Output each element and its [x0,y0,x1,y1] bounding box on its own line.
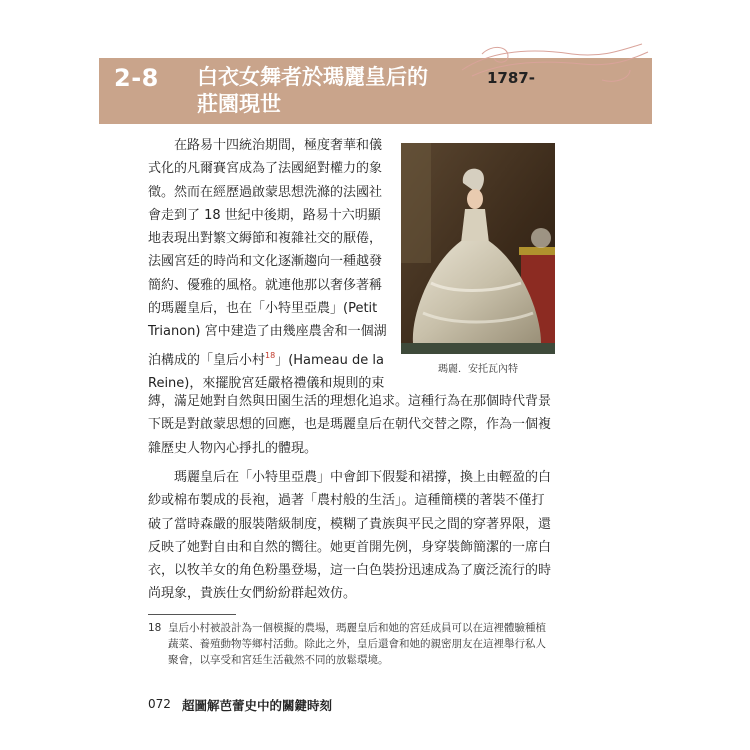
chapter-title [197,64,467,118]
text-line: Trianon) 宮中建造了由幾座農舍和一個湖 [148,324,387,340]
text-line: 下既是對啟蒙思想的回應，也是瑪麗皇后在朝代交替之際，作為一個複 [148,417,552,433]
body-paragraph-1 [148,134,388,395]
text-fragment: 泊構成的「皇后小村 [148,352,266,368]
footnote-line: 蔬菜、養殖動物等鄉村活動。除此之外，皇后還會和她的親密朋友在這裡舉行私人 [168,638,546,650]
footnote-divider [148,614,236,615]
text-line: 在路易十四統治期間，極度奢華和儀 [174,138,383,153]
body-paragraph-2 [148,466,590,606]
text-line: 衣，以牧羊女的角色粉墨登場，這一白色裝扮迅速成為了廣泛流行的時 [148,563,552,579]
footnote-number: 18 [148,622,162,634]
text-fragment: 」(Hameau de la [275,352,384,368]
swirl-ornament-icon [452,40,652,88]
text-line: 紗或棉布製成的長袍，過著「農村般的生活」。這種簡樸的著裝不僅打 [148,493,545,509]
text-line: 尚現象，貴族仕女們紛紛群起效仿。 [148,586,357,602]
text-line: 縛，滿足她對自然與田園生活的理想化追求。這種行為在那個時代背景 [148,394,552,409]
book-title: 超圖解芭蕾史中的關鍵時刻 [182,698,333,713]
body-paragraph-1-continued [148,390,590,460]
text-line: 徵。然而在經歷過啟蒙思想洗滌的法國社 [148,184,383,200]
chapter-year: 1787- [487,69,535,87]
chapter-number: 2-8 [114,64,159,92]
footnote-reference[interactable]: 18 [265,350,276,360]
footnote-line: 皇后小村被設計為一個模擬的農場，瑪麗皇后和她的宮廷成員可以在這裡體驗種植 [168,622,546,634]
text-line: 簡約、優雅的風格。就連他那以奢侈著稱 [148,277,383,293]
chapter-title-line-1: 白衣女舞者於瑪麗皇后的 [197,65,428,89]
portrait-painting-icon [401,143,555,354]
footnote [148,620,598,668]
portrait-image [401,143,555,354]
text-line: 的瑪麗皇后，也在「小特里亞農」(Petit [148,301,378,317]
text-line: 式化的凡爾賽宮成為了法國絕對權力的象 [148,161,383,177]
text-line: 法國宮廷的時尚和文化逐漸趨向一種越發 [148,254,383,270]
text-line: 反映了她對自由和自然的嚮往。她更首開先例，身穿裝飾簡潔的一席白 [148,539,552,555]
text-line: 破了當時森嚴的服裝階級制度，模糊了貴族與平民之間的穿著界限，還 [148,516,552,532]
portrait-caption: 瑪麗．安托瓦內特 [438,364,518,375]
text-line: 會走到了 18 世紀中後期，路易十六明顯 [148,207,381,223]
text-line: 瑪麗皇后在「小特里亞農」中會卸下假髮和裙撐，換上由輕盈的白 [174,470,552,485]
text-line: Reine)，來擺脫宮廷嚴格禮儀和規則的束 [148,375,385,391]
text-line: 雜歷史人物內心掙扎的體現。 [148,440,318,456]
text-line: 地表現出對繁文縟節和複雜社交的厭倦， [148,231,383,247]
chapter-title-line-2: 莊園現世 [197,92,281,116]
page-number: 072 [148,697,171,711]
footnote-line: 聚會，以享受和宮廷生活截然不同的放鬆環境。 [168,654,389,666]
text-line-with-footnote [148,344,388,372]
